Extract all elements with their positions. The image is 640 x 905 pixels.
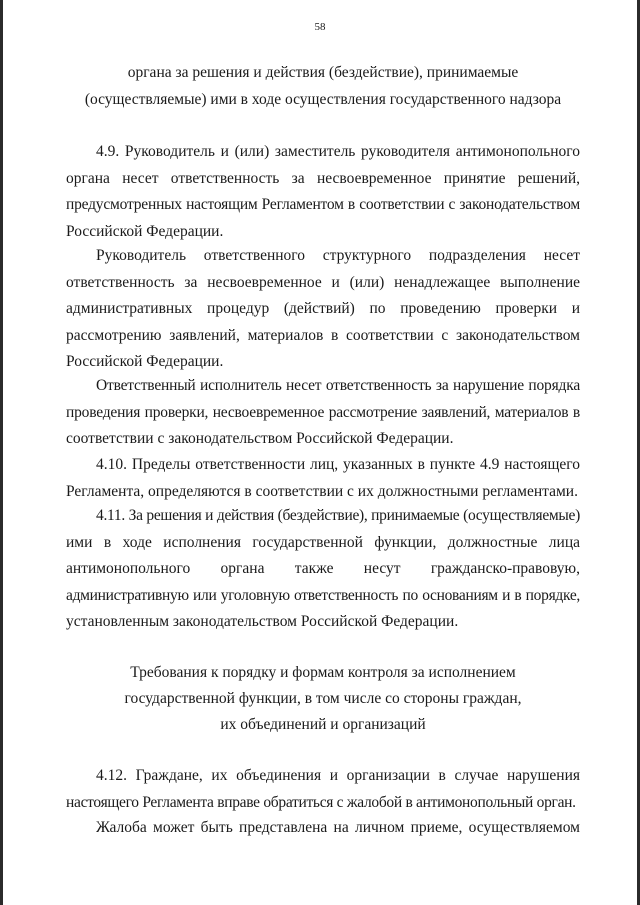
text-line: административную или уголовную ответственность по основаниям и в порядке, (66, 586, 580, 604)
paragraph-4-11 (66, 503, 580, 636)
text-line: 4.10. Пределы ответственности лиц, указанных в пункте 4.9 настоящего (96, 456, 580, 473)
page-number: 58 (314, 21, 326, 33)
text-line: Руководитель ответственного структурного подразделения несет (96, 247, 580, 264)
text-line: ответственность за несвоевременное и (или) ненадлежащее выполнение (66, 273, 580, 291)
text-line: рассмотрению заявлений, материалов в соответствии с законодательством (66, 326, 580, 344)
paragraph-rukovoditel (66, 243, 580, 376)
paragraph-otvetstvenny (66, 373, 580, 453)
text-line: 4.11. За решения и действия (бездействие), принимаемые (осуществляемые) (96, 507, 580, 524)
text-line: установленным законодательством Российской Федерации. (66, 613, 459, 630)
paragraph-zhaloba (66, 815, 580, 842)
text-line: Ответственный исполнитель несет ответственность за нарушение порядка (96, 377, 580, 394)
scan-border-left (0, 0, 3, 905)
text-line: Жалоба может быть представлена на личном приеме, осуществляемом (96, 819, 580, 836)
text-line: проведения проверки, несвоевременное рассмотрение заявлений, материалов в (66, 403, 580, 421)
text-line: 4.12. Граждане, их объединения и организации в случае нарушения (96, 767, 580, 784)
paragraph-4-10 (66, 452, 580, 505)
heading-line: Требования к порядку и формам контроля за исполнением (130, 664, 516, 681)
text-line: предусмотренных настоящим Регламентом в соответствии с законодательством (66, 196, 580, 213)
section-heading (66, 660, 580, 738)
paragraph-4-9 (66, 139, 580, 245)
paragraph-4-12 (66, 763, 580, 816)
section-heading-continuation (66, 60, 580, 113)
text-line: антимонопольного органа также несут гражданско-правовую, (66, 560, 580, 577)
text-line: органа несет ответственность за несвоевременное принятие решений, (66, 169, 580, 187)
heading-line: государственной функции, в том числе со стороны граждан, (124, 690, 522, 707)
heading-line: (осуществляемые) ими в ходе осуществления государственного надзора (84, 90, 562, 108)
text-line: настоящего Регламента вправе обратиться с жалобой в антимонопольный орган. (66, 793, 576, 811)
heading-line: их объединений и организаций (220, 716, 426, 733)
text-line: административных процедур (действий) по проведению проверки и (66, 300, 580, 317)
text-line: Российской Федерации. (66, 353, 224, 370)
text-line: ими в ходе исполнения государственной функции, должностные лица (66, 533, 580, 551)
heading-line: органа за решения и действия (бездействие), принимаемые (127, 64, 519, 81)
text-line: Российской Федерации. (66, 222, 224, 240)
text-line: 4.9. Руководитель и (или) заместитель руководителя антимонопольного (96, 143, 580, 160)
text-line: Регламента, определяются в соответствии с их должностными регламентами. (66, 482, 578, 500)
text-line: соответствии с законодательством Российской Федерации. (66, 430, 454, 447)
